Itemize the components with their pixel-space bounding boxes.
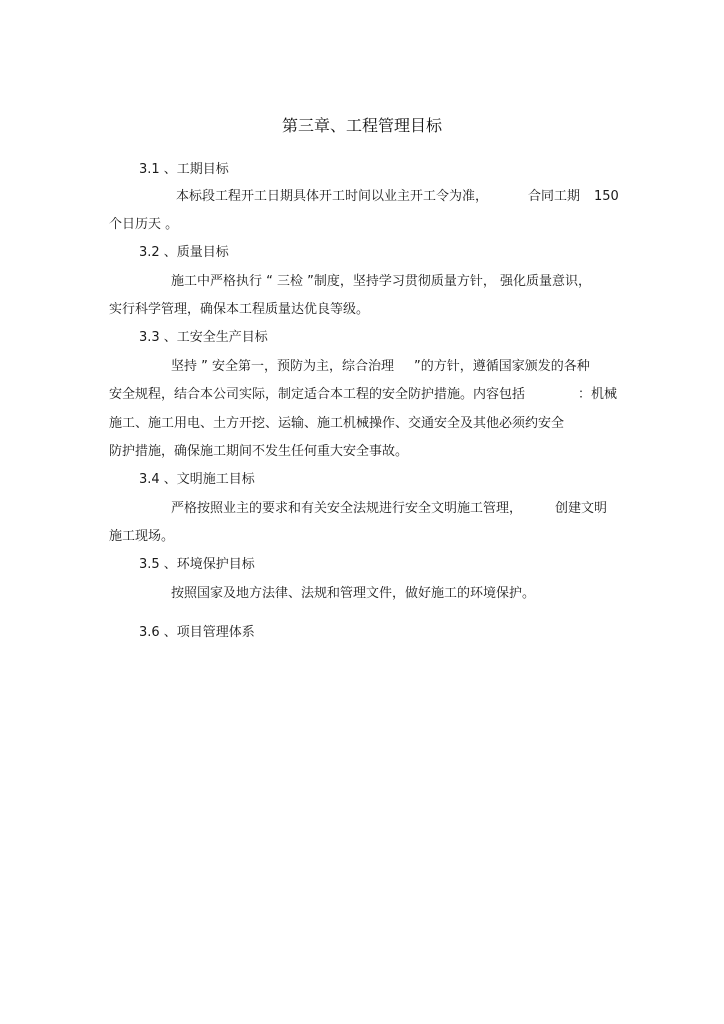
section-3-3-line-2b: ：机械 [578, 387, 618, 402]
section-3-5-line-1: 按照国家及地方法律、法规和管理文件，做好施工的环境保护。 [171, 586, 536, 601]
section-3-4-line-1a: 严格按照业主的要求和有关安全法规进行安全文明施工管理， [171, 501, 523, 516]
section-3-3-line-1a: 坚持 ” 安全第一，预防为主，综合治理 [171, 359, 394, 374]
section-3-3-line-1b: ”的方针，遵循国家颁发的各种 [414, 359, 590, 374]
section-3-4-line-1b: 创建文明 [555, 501, 608, 516]
section-3-4-line-2: 施工现场。 [109, 529, 175, 544]
section-heading-3-4: 3.4 、文明施工目标 [139, 472, 255, 487]
section-heading-3-5: 3.5 、环境保护目标 [139, 557, 255, 572]
section-3-2-line-2: 实行科学管理，确保本工程质量达优良等级。 [109, 302, 370, 317]
section-3-3-line-2a: 安全规程，结合本公司实际，制定适合本工程的安全防护措施。内容包括 [109, 387, 526, 402]
section-3-1-line-2: 个日历天 。 [109, 217, 179, 232]
section-heading-3-3: 3.3 、工安全生产目标 [139, 330, 268, 345]
section-heading-3-2: 3.2 、质量目标 [139, 245, 229, 260]
section-3-2-line-1: 施工中严格执行 “ 三检 ”制度，坚持学习贯彻质量方针， 强化质量意识， [171, 274, 591, 289]
section-3-3-line-4: 防护措施，确保施工期间不发生任何重大安全事故。 [109, 444, 409, 459]
section-3-3-line-3: 施工、施工用电、土方开挖、运输、施工机械操作、交通安全及其他必须约安全 [109, 416, 565, 431]
section-3-1-contract-period-label: 合同工期 [528, 189, 581, 204]
section-heading-3-1: 3.1 、工期目标 [139, 162, 229, 177]
page-title: 第三章、工程管理目标 [281, 116, 442, 135]
section-3-1-contract-days-value: 150 [594, 189, 619, 204]
section-heading-3-6: 3.6 、项目管理体系 [139, 625, 255, 640]
section-3-1-line-1: 本标段工程开工日期具体开工时间以业主开工令为准， [176, 189, 489, 204]
